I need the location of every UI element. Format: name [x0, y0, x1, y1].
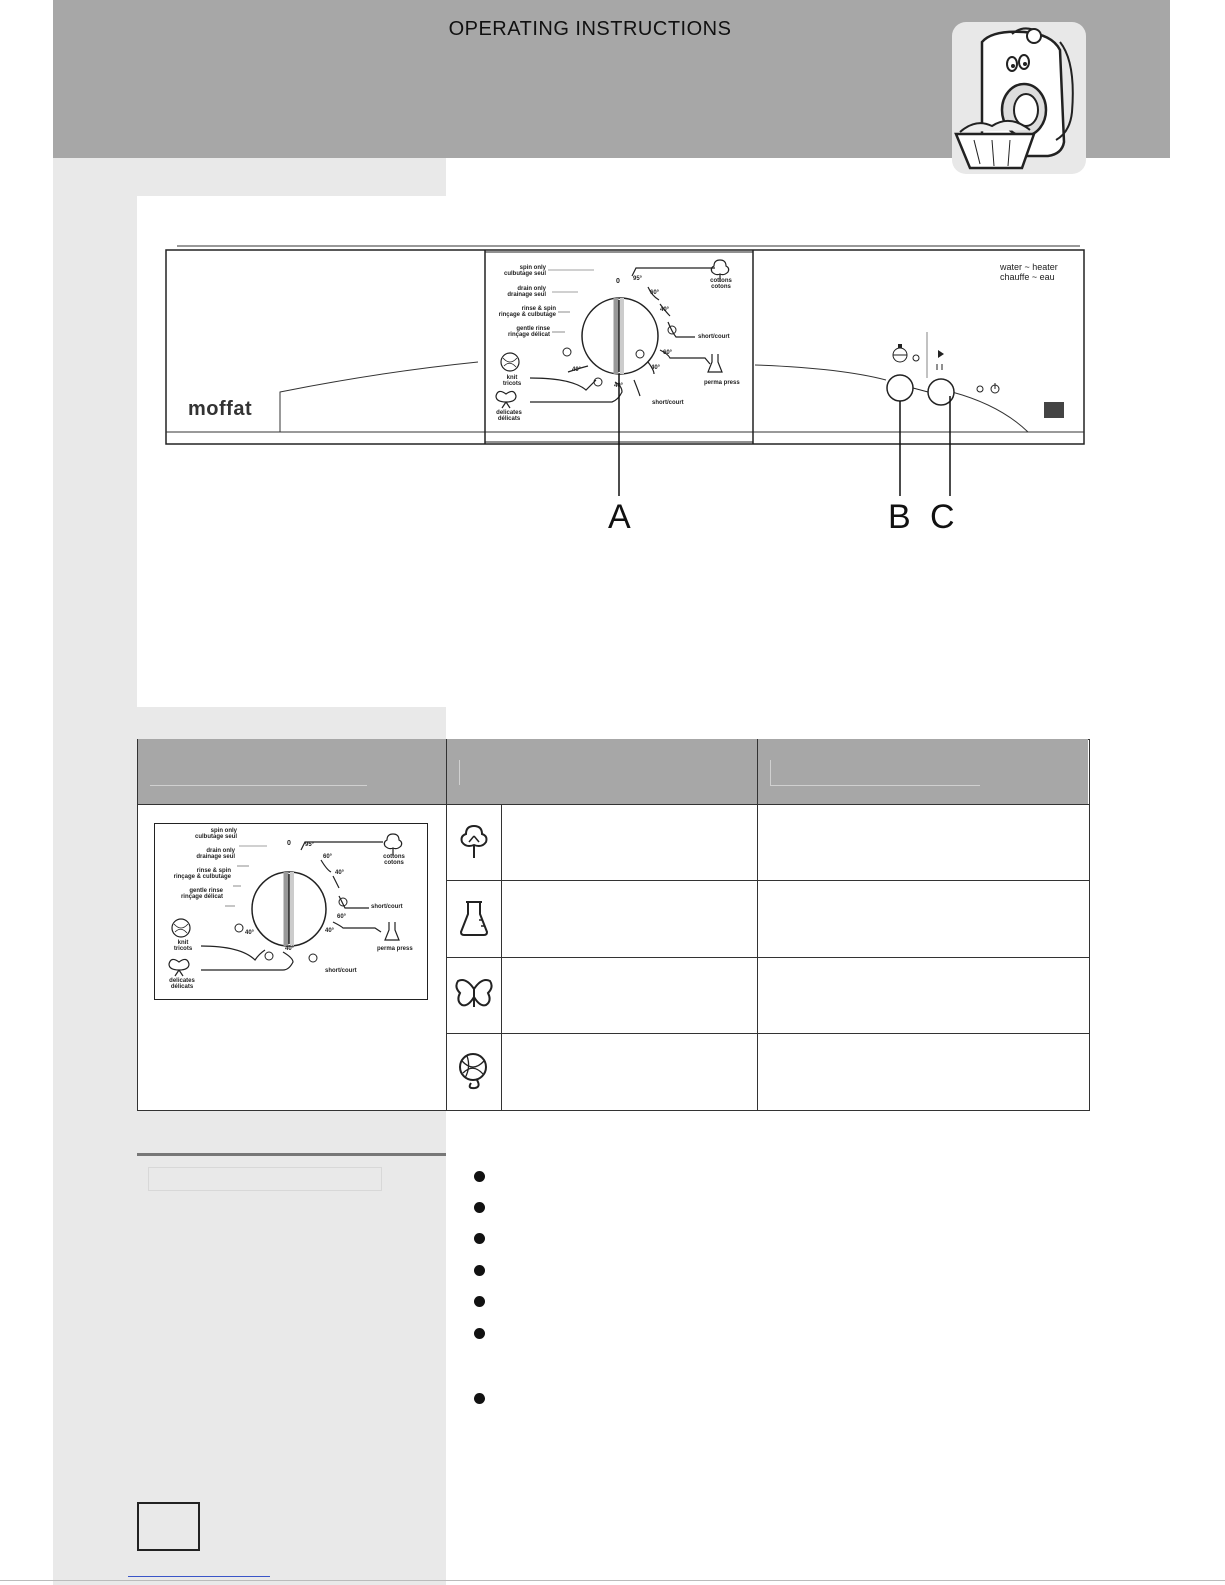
- thumb-spin-only-label: spin only culbutage seul: [194, 828, 237, 840]
- thumb-temp-95: 95°: [305, 842, 315, 848]
- thumb-delicates-label: delicates délicats: [169, 978, 195, 990]
- section-rule: [137, 1153, 446, 1156]
- bullet-2: [474, 1202, 485, 1213]
- bullet-3: [474, 1233, 485, 1244]
- table-header-col-3: [758, 739, 1088, 804]
- thumb-temp-40: 40°: [335, 870, 345, 876]
- page-title: OPERATING INSTRUCTIONS: [448, 18, 732, 40]
- thumb-temp-40-knit: 40°: [245, 930, 255, 936]
- thumb-temp-40-perma: 40°: [325, 928, 335, 934]
- footer-link-underline[interactable]: [128, 1576, 270, 1577]
- washing-machine-mascot-icon: [952, 22, 1086, 174]
- butterfly-icon: [447, 958, 501, 1032]
- temp-60-perma: 60°: [663, 350, 673, 356]
- cotton-plant-icon: [447, 805, 501, 879]
- thumb-perma-press-label: perma press: [377, 946, 413, 952]
- thumb-temp-60-perma: 60°: [337, 914, 347, 920]
- thumb-short-court-label-2: short/court: [325, 968, 357, 974]
- page-number-box: [137, 1502, 200, 1551]
- temp-40-knit: 40°: [572, 367, 582, 373]
- short-court-label: short/court: [698, 334, 730, 340]
- thumb-dial-zero: 0: [287, 840, 291, 847]
- yarn-ball-icon: [447, 1034, 501, 1108]
- temp-40-perma: 40°: [651, 365, 661, 371]
- table-header-col-2: [447, 739, 757, 804]
- thumb-cottons-label: cottons cotons: [383, 854, 405, 866]
- spin-only-label: spin only culbutage seul: [503, 265, 546, 277]
- brand-logo: moffat: [188, 398, 253, 420]
- bullet-6: [474, 1328, 485, 1339]
- bullet-1: [474, 1171, 485, 1182]
- gentle-rinse-label: gentle rinse rinçage délicat: [507, 326, 550, 338]
- bullet-5: [474, 1296, 485, 1307]
- section-heading-box: [148, 1167, 382, 1191]
- callout-c: C: [930, 498, 955, 536]
- thumb-temp-60: 60°: [323, 854, 333, 860]
- cottons-label: cottons cotons: [710, 278, 732, 290]
- dial-zero-mark: 0: [616, 278, 620, 285]
- thumb-rinse-spin-label: rinse & spin rinçage & culbutage: [173, 868, 231, 880]
- knit-label: knit tricots: [502, 375, 522, 387]
- control-panel-illustration: [160, 240, 1100, 540]
- drain-only-label: drain only drainage seul: [507, 286, 546, 298]
- delicates-label: delicates délicats: [496, 410, 522, 422]
- thumb-knit-label: knit tricots: [173, 940, 193, 952]
- callout-a: A: [608, 498, 631, 536]
- beaker-icon: [447, 881, 501, 955]
- bullet-4: [474, 1265, 485, 1276]
- table-header-col-1: [138, 739, 446, 804]
- water-heater-label: water ~ heater chauffe ~ eau: [1000, 262, 1058, 282]
- dial-thumbnail: [154, 823, 428, 1000]
- temp-60: 60°: [650, 290, 660, 296]
- thumb-drain-only-label: drain only drainage seul: [196, 848, 235, 860]
- bullet-7: [474, 1393, 485, 1404]
- thumb-temp-40-delicates: 40°: [285, 946, 295, 952]
- temp-40: 40°: [660, 307, 670, 313]
- callout-b: B: [888, 498, 911, 536]
- footer-line: [0, 1580, 1225, 1581]
- temp-95: 95°: [633, 276, 643, 282]
- perma-press-label: perma press: [704, 380, 740, 386]
- thumb-gentle-rinse-label: gentle rinse rinçage délicat: [180, 888, 223, 900]
- rinse-spin-label: rinse & spin rinçage & culbutage: [498, 306, 556, 318]
- short-court-label-2: short/court: [652, 400, 684, 406]
- thumb-short-court-label: short/court: [371, 904, 403, 910]
- temp-40-delicates: 40°: [614, 383, 624, 389]
